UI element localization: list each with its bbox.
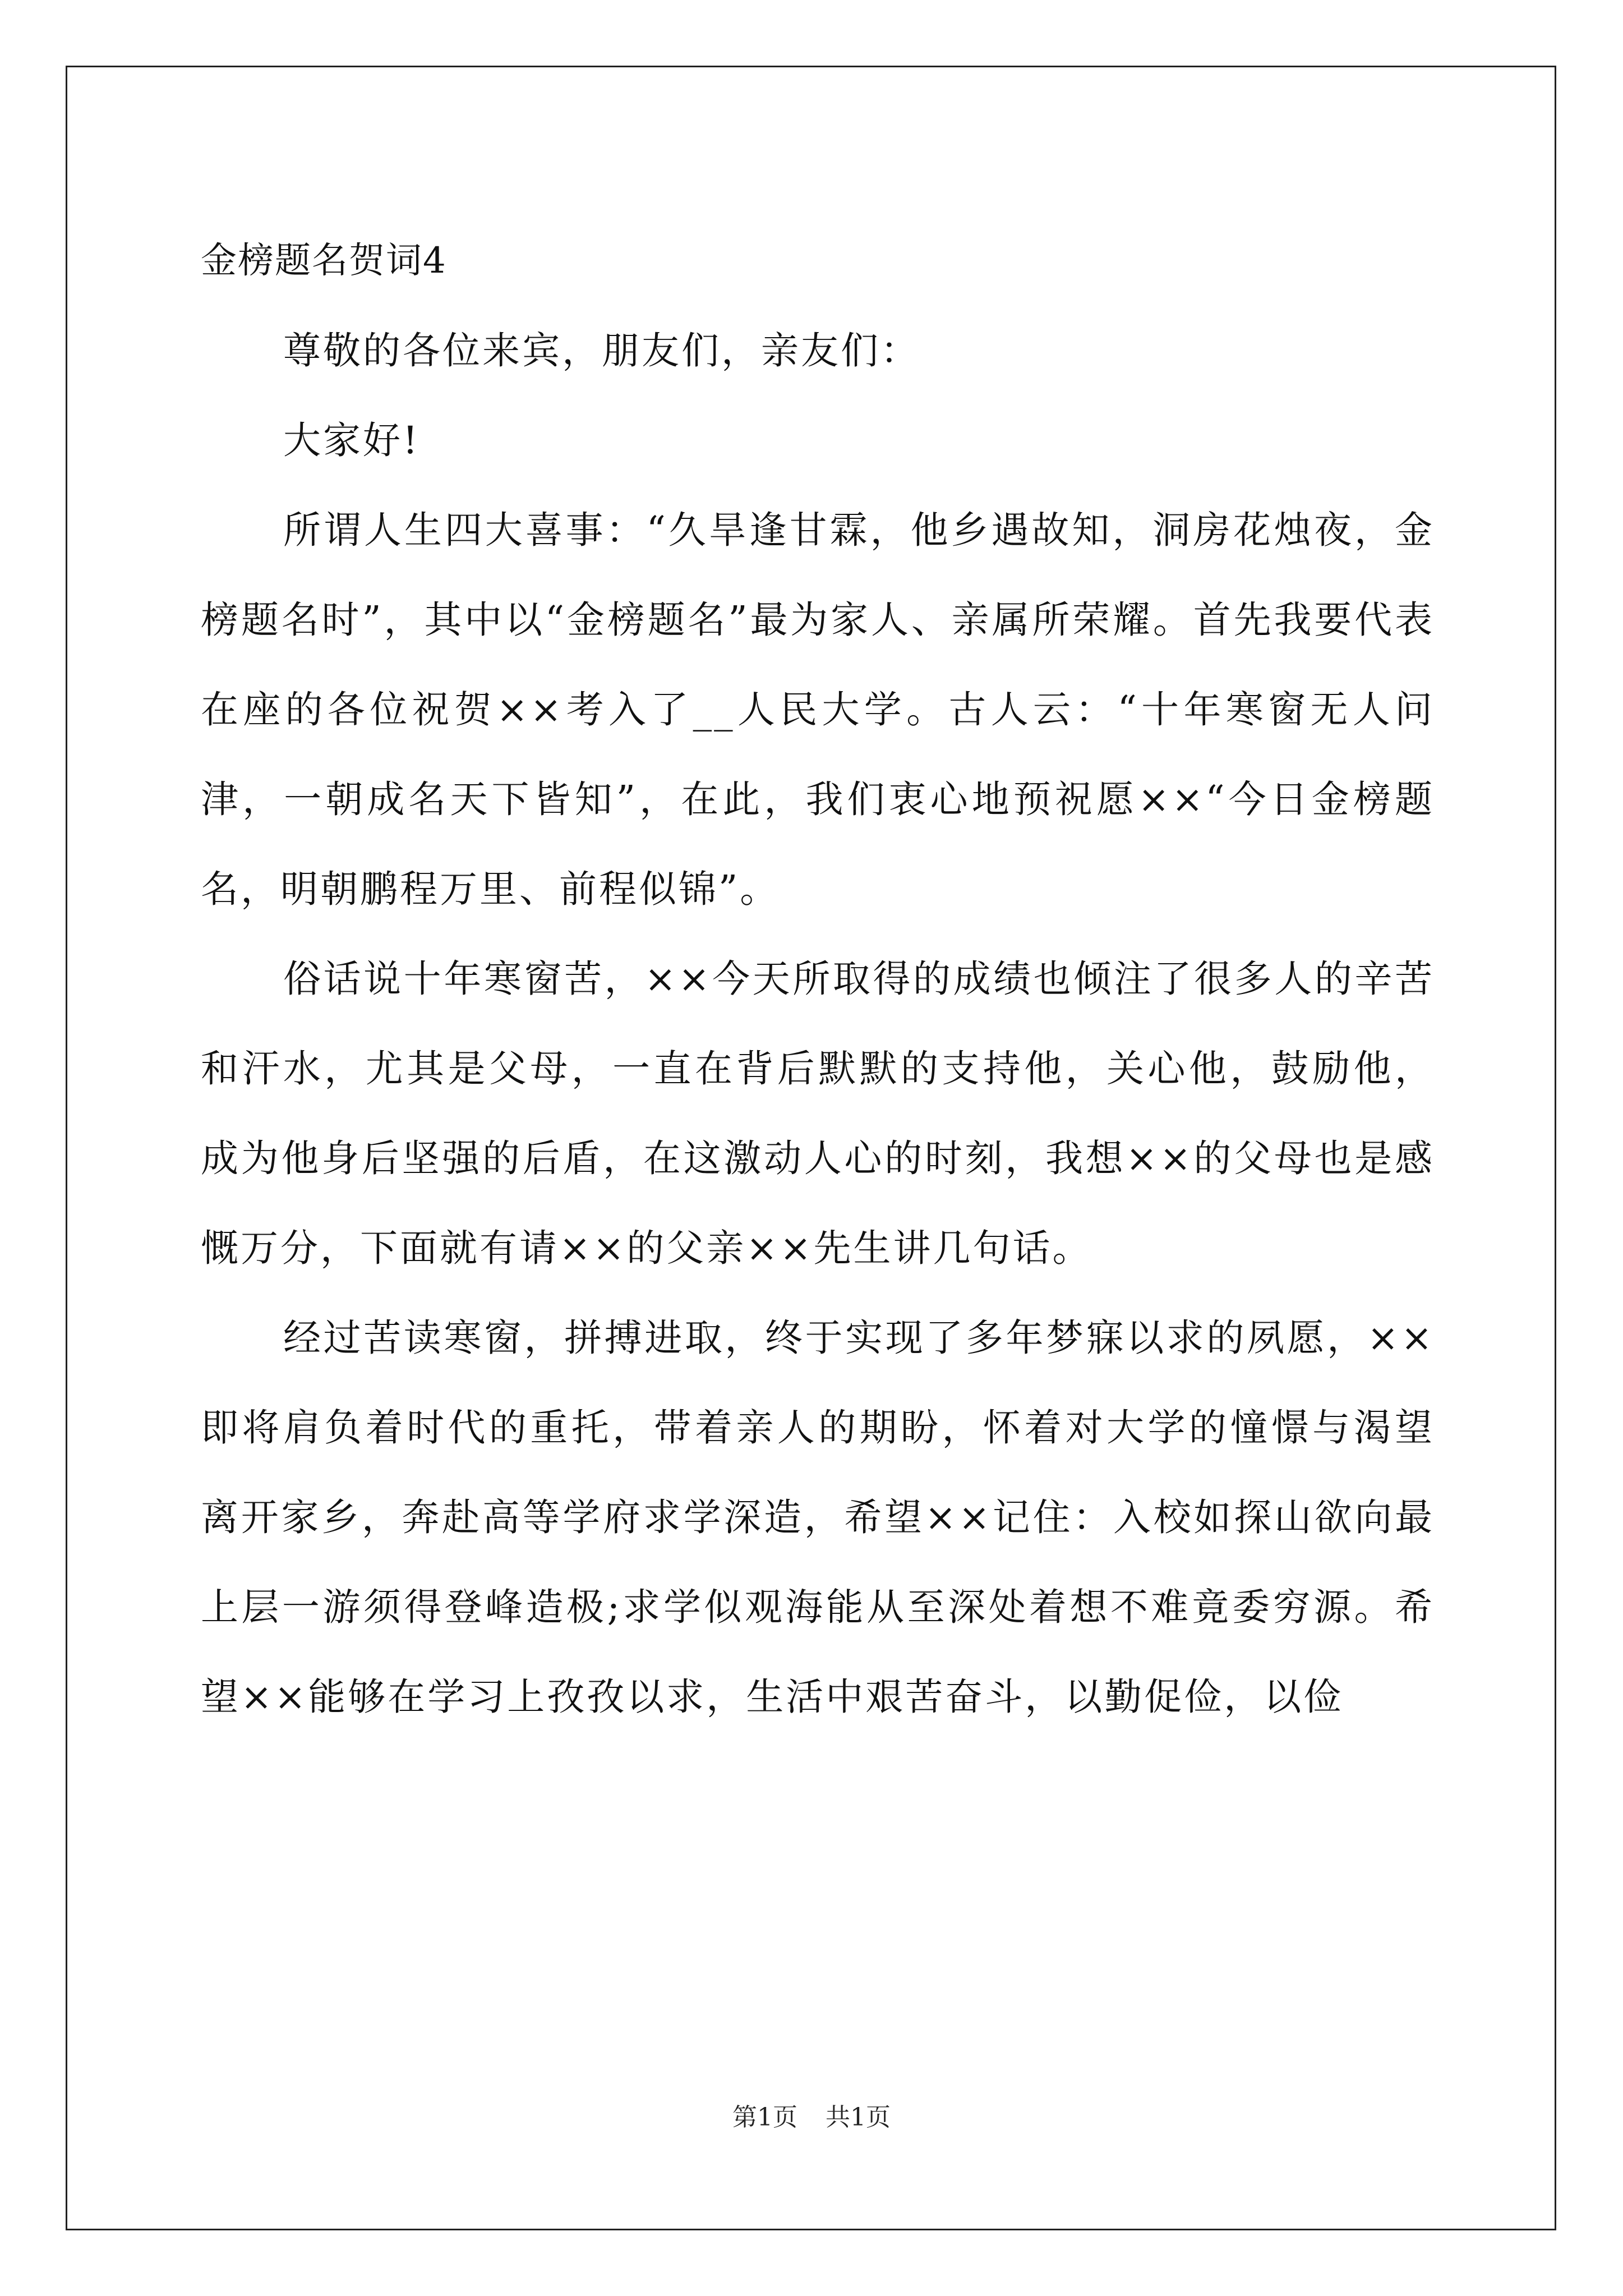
paragraph-greeting: 大家好! bbox=[283, 418, 420, 462]
document-title: 金榜题名贺词4 bbox=[201, 240, 447, 282]
page-number-current: 第1页 bbox=[732, 2103, 797, 2132]
paragraph-salutation: 尊敬的各位来宾，朋友们，亲友们： bbox=[283, 329, 920, 372]
paragraph-parents: 俗话说十年寒窗苦，××今天所取得的成绩也倾注了很多人的辛苦和汗水，尤其是父母，一直在背后默默的支持他，关心他，鼓励他，成为他身后坚强的后盾，在这激动人心的时刻，我想××的父母也是感慨万分，下面就有请××的父亲××先生讲几句话。 bbox=[201, 957, 1435, 1270]
paragraph-four-joys: 所谓人生四大喜事：“久旱逢甘霖，他乡遇故知，洞房花烛夜，金榜题名时”，其中以“金榜题名”最为家人、亲属所荣耀。首先我要代表在座的各位祝贺××考入了__人民大学。古人云：“十年寒窗无人问津，一朝成名天下皆知”，在此，我们衷心地预祝愿××“今日金榜题名，明朝鹏程万里、前程似锦”。 bbox=[201, 508, 1435, 911]
page-number-total: 共1页 bbox=[826, 2103, 891, 2132]
paragraph-wishes: 经过苦读寒窗，拼搏进取，终于实现了多年梦寐以求的夙愿，××即将肩负着时代的重托，带着亲人的期盼，怀着对大学的憧憬与渴望离开家乡，奔赴高等学府求学深造，希望××记住：入校如探山欲向最上层一游须得登峰造极;求学似观海能从至深处着想不难竟委穷源。希望××能够在学习上孜孜以求，生活中艰苦奋斗，以勤促俭，以俭 bbox=[201, 1316, 1435, 1719]
page-footer bbox=[0, 2101, 1623, 2134]
document-body bbox=[201, 216, 1435, 1742]
